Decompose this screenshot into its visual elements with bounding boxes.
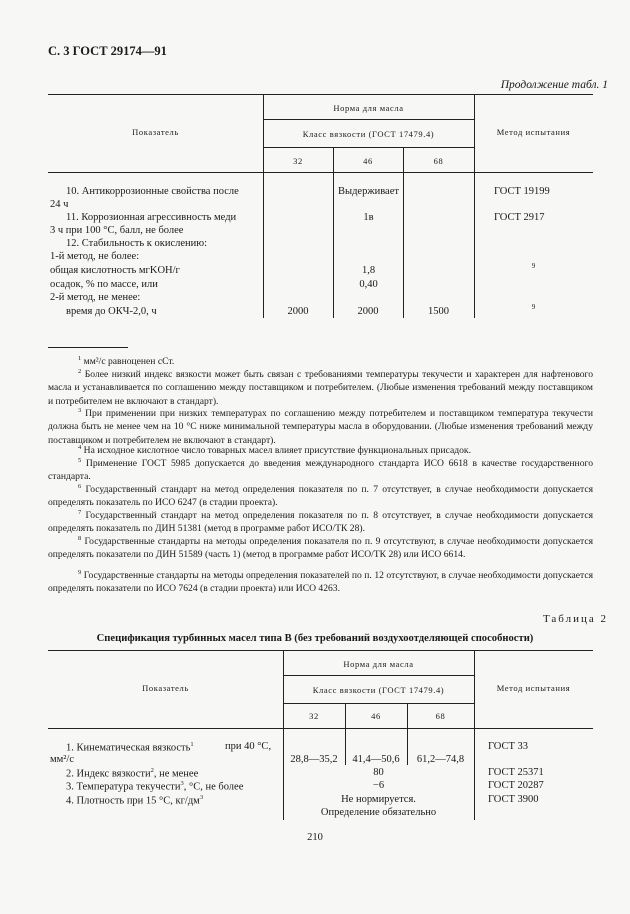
table2-top-rule xyxy=(48,650,593,651)
table1-col-indicator: Показатель xyxy=(132,127,179,137)
table1-r12-method2: 2-й метод, не менее: xyxy=(50,292,141,303)
footnote-5: $^5$ Применение ГОСТ 5985 допускается до введения международного стандарта ИСО 6618 в качестве государственного стандарта. xyxy=(48,457,593,483)
table2-r4-value-line1: Не нормируется. xyxy=(341,794,416,805)
table2-r3-label: 3. Температура текучести$^3$, °С, не более xyxy=(66,780,244,793)
footnote-9: $^9$ Государственные стандарты на методы определения показателей по п. 12 отсутствуют, в случае необходимости допускается определять показатели по ИСО 7624 (в стадии проекта) или ИСО 4263. xyxy=(48,569,593,595)
table2-col-46: 46 xyxy=(371,711,381,721)
table1-r12-method1: 1-й метод, не более: xyxy=(50,251,140,262)
table2-r4-label: 4. Плотность при 15 °С, $кг/дм^3$ xyxy=(66,794,204,807)
table1-r12-acidity-method: 9 xyxy=(531,262,536,270)
footnote-4: $^4$ На исходное кислотное число товарных масел влияет присутствие функциональных присадок. xyxy=(78,444,471,457)
table2-r1-label: 1. Кинематическая вязкость$^1$ xyxy=(66,741,194,754)
table2-r3-value: −6 xyxy=(372,780,385,791)
footnote-1: $^1$ мм²/с равноценен сСт. xyxy=(78,355,175,368)
table1-col-68: 68 xyxy=(433,156,444,166)
table1-vline-2 xyxy=(333,147,334,318)
table2-col-32: 32 xyxy=(309,711,319,721)
table1-class-rule xyxy=(263,147,474,148)
table1-col-46: 46 xyxy=(363,156,373,166)
table1-col-norm: Норма для масла xyxy=(333,103,404,113)
table2-r1-value-46: 41,4—50,6 xyxy=(352,754,400,765)
table1-r11-label: 11. Коррозионная агрессивность меди xyxy=(66,212,237,223)
table2-col-class: Класс вязкости (ГОСТ 17479.4) xyxy=(312,685,445,695)
table2-r4-method: ГОСТ 3900 xyxy=(488,794,539,805)
table1-r10-label-cont: 24 ч xyxy=(50,199,69,210)
table2-r2-method: ГОСТ 25371 xyxy=(488,767,544,778)
table1-r10-method: ГОСТ 19199 xyxy=(494,186,550,197)
table1-r12-time-32: 2000 xyxy=(287,306,309,317)
table1-r12-acidity-value: 1,8 xyxy=(361,265,376,276)
footnote-8: $^8$ Государственные стандарты на методы определения показателя по п. 9 отсутствуют, в случае необходимости допускается определять показатели по ДИН 51589 (часть 1) (метод в программе работ ИСО/ТК 28) или ИСО 6614. xyxy=(48,535,593,561)
page-number: 210 xyxy=(307,832,323,843)
table1-vline-3 xyxy=(403,147,404,318)
table2-r1-value-32: 28,8—35,2 xyxy=(290,754,338,765)
table1-r12-sediment: осадок, % по массе, или xyxy=(50,279,158,290)
table2-r1-value-68: 61,2—74,8 xyxy=(416,754,465,765)
table1-r12-label: 12. Стабильность к окислению: xyxy=(66,238,208,249)
table2-r1-unit: мм²/с xyxy=(50,754,75,765)
table2-vline-4 xyxy=(474,650,475,820)
table1-r12-time-46: 2000 xyxy=(357,306,379,317)
footnote-6: $^6$ Государственный стандарт на метод определения показателя по п. 7 отсутствует, в случае необходимости допускается определять показатель по ИСО 6247 (в стадии проекта). xyxy=(48,483,593,509)
footnote-7: $^7$ Государственный стандарт на метод определения показателя по п. 8 отсутствует, в случае необходимости допускается определять показатель по ДИН 51381 (метод в программе работ ИСО/ТК 28). xyxy=(48,509,593,535)
table1-r12-time-68: 1500 xyxy=(428,306,449,317)
footnote-2: $^2$ Более низкий индекс вязкости может быть связан с требованиями температуры текучести и характерен для нафтенового масла и устанавливается по соглашению между поставщиком и потребителем. (Любые изменения требований между поставщиком и потребителем не включают в стандарт). xyxy=(48,368,593,407)
table1-norm-rule xyxy=(263,119,474,120)
table-continuation-label: Продолжение табл. 1 xyxy=(500,79,608,91)
table1-r11-value: 1в xyxy=(363,212,374,223)
table2-col-indicator: Показатель xyxy=(142,683,189,693)
table2-title: Спецификация турбинных масел типа В (без требований воздухоотделяющей способности) xyxy=(96,633,534,644)
table1-r12-acidity: общая кислотность мгKOH/г xyxy=(50,265,180,276)
table2-r1-method: ГОСТ 33 xyxy=(488,741,529,752)
table2-class-rule xyxy=(283,703,474,704)
table1-col-class: Класс вязкости (ГОСТ 17479.4) xyxy=(302,129,435,139)
table1-r10-value: Выдерживает xyxy=(338,186,399,197)
table2-col-norm: Норма для масла xyxy=(343,659,414,669)
table1-col-method: Метод испытания xyxy=(496,127,571,137)
footnote-3: $^3$ При применении при низких температурах по соглашению между потребителем и поставщиком температура текучести должна быть не менее чем на 10 °С ниже минимальной температуры масла в оборудовании. (Любые изменения требований между поставщиком и потребителем не включают в стандарт). xyxy=(48,407,593,446)
table2-r4-value-line2: Определение обязательно xyxy=(320,807,437,818)
table1-r11-label-cont: 3 ч при 100 °С, балл, не более xyxy=(50,225,184,236)
table2-header-bottom-rule xyxy=(48,728,593,729)
table1-col-32: 32 xyxy=(293,156,303,166)
page-header: С. 3 ГОСТ 29174—91 xyxy=(48,44,167,58)
table2-r2-label: 2. Индекс вязкости$^2$, не менее xyxy=(66,767,199,780)
table1-r12-sediment-value: 0,40 xyxy=(359,279,378,290)
table1-r11-method: ГОСТ 2917 xyxy=(494,212,545,223)
table2-r1-label-tail: при 40 °С, xyxy=(225,741,272,752)
footnote-separator xyxy=(48,347,128,348)
table2-r3-method: ГОСТ 20287 xyxy=(488,780,544,791)
table1-top-rule xyxy=(48,94,593,95)
table1-r12-time: время до ОКЧ-2,0, ч xyxy=(66,306,157,317)
table2-label: Таблица 2 xyxy=(542,613,608,625)
table2-norm-rule xyxy=(283,675,474,676)
table2-r2-value: 80 xyxy=(373,767,384,778)
table1-r10-label: 10. Антикоррозионные свойства после xyxy=(66,186,239,197)
table1-r12-time-method: 9 xyxy=(531,303,536,311)
table2-col-method: Метод испытания xyxy=(496,683,571,693)
table1-header-bottom-rule xyxy=(48,172,593,173)
table2-col-68: 68 xyxy=(435,711,446,721)
